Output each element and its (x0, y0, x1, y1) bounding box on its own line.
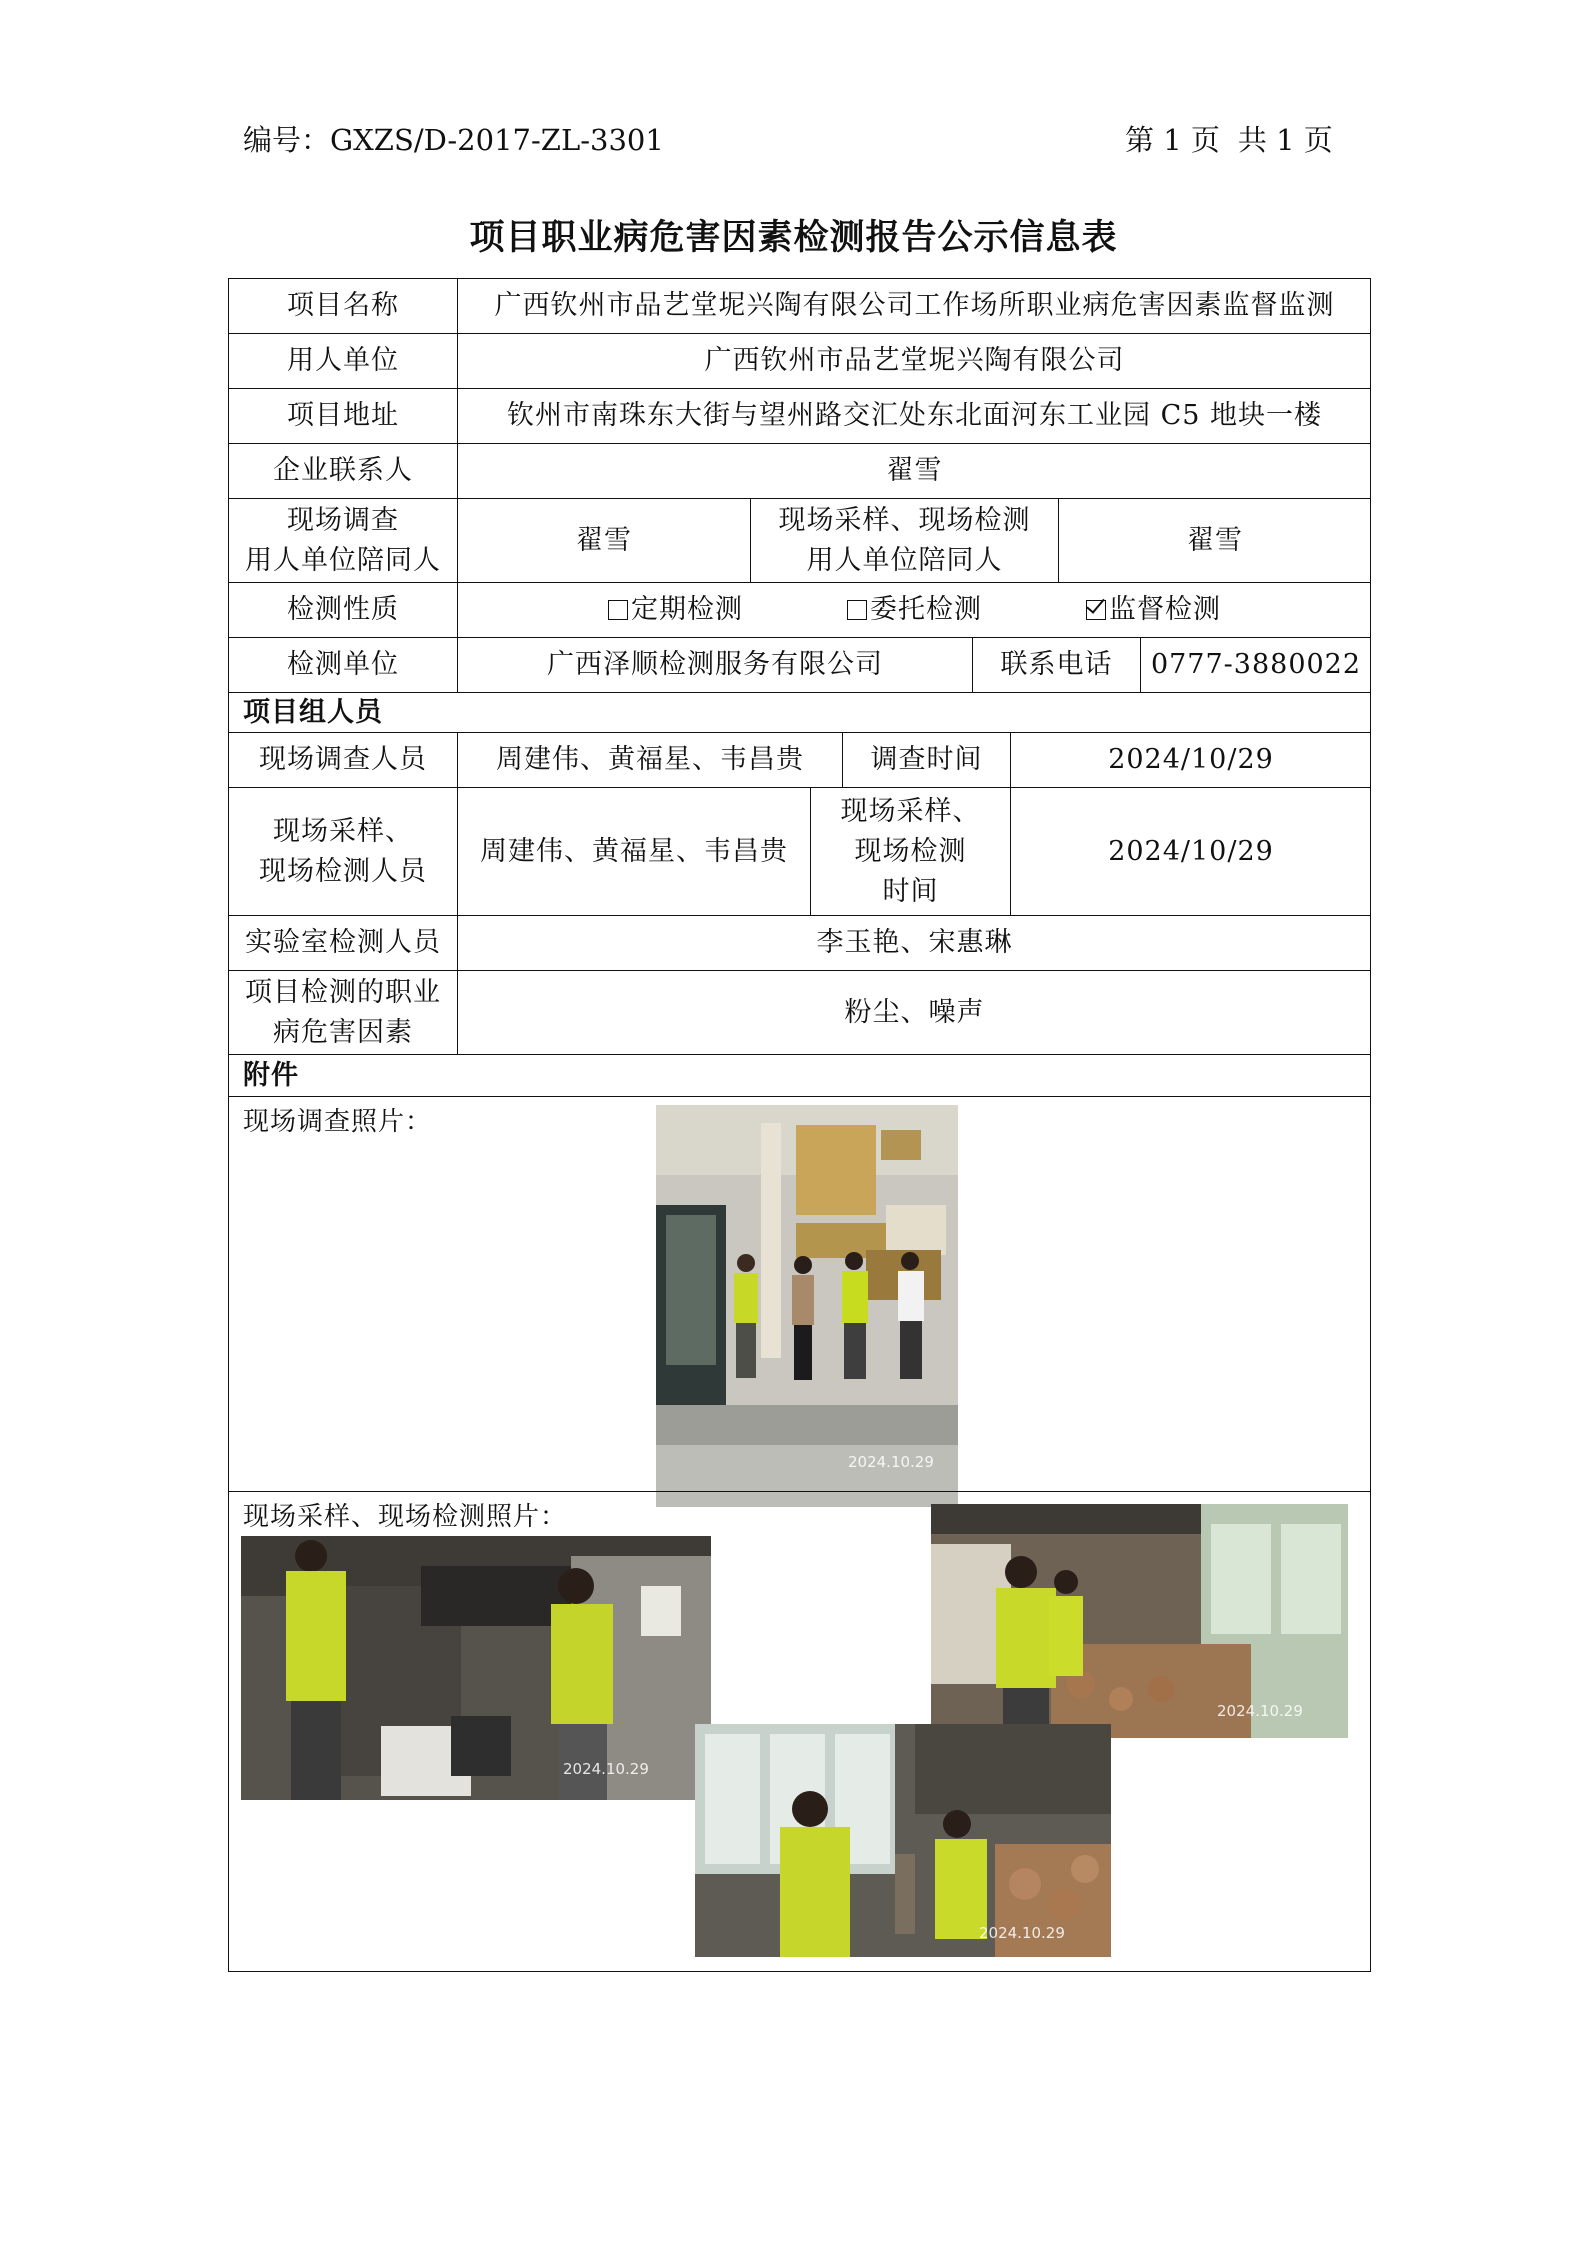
phone-label: 联系电话 (972, 637, 1140, 692)
checkbox-checked-icon[interactable] (1086, 600, 1106, 620)
survey-photo-area (228, 1096, 1371, 1491)
project-name: 广西钦州市品艺堂坭兴陶有限公司工作场所职业病危害因素监督监测 (457, 278, 1371, 333)
hazards: 粉尘、噪声 (457, 970, 1371, 1054)
contact-label: 企业联系人 (228, 443, 457, 498)
address-label: 项目地址 (228, 388, 457, 443)
survey-photo (656, 1105, 958, 1507)
page-total: 共 1 页 (1237, 123, 1333, 157)
lab-staff: 李玉艳、宋惠琳 (457, 915, 1371, 970)
option-periodic[interactable]: 定期检测 (608, 590, 743, 630)
hazards-label: 项目检测的职业 病危害因素 (228, 970, 457, 1054)
employer: 广西钦州市品艺堂坭兴陶有限公司 (457, 333, 1371, 388)
sampling-photo-2 (931, 1504, 1348, 1738)
contact: 翟雪 (457, 443, 1371, 498)
page-title: 项目职业病危害因素检测报告公示信息表 (469, 217, 1118, 258)
photo-date-stamp: 2024.10.29 (563, 1760, 649, 1778)
survey-staff: 周建伟、黄福星、韦昌贵 (457, 732, 842, 787)
checkbox-icon[interactable] (847, 600, 867, 620)
page-indicator (1125, 118, 1351, 159)
sampling-photo-1 (241, 1536, 711, 1800)
photo-date-stamp: 2024.10.29 (979, 1924, 1065, 1942)
survey-escort: 翟雪 (457, 498, 750, 582)
project-name-label: 项目名称 (228, 278, 457, 333)
sampling-escort: 翟雪 (1058, 498, 1371, 582)
nature-options (457, 582, 1371, 637)
lab-label: 检测单位 (228, 637, 457, 692)
survey-escort-label: 现场调查 用人单位陪同人 (228, 498, 457, 582)
photo-date-stamp: 2024.10.29 (1217, 1702, 1303, 1720)
page-current: 第 1 页 (1125, 123, 1220, 157)
doc-number: 编号：GXZS/D-2017-ZL-3301 (243, 123, 664, 157)
attachments-section-title: 附件 (228, 1054, 1371, 1096)
sampling-staff-label: 现场采样、 现场检测人员 (228, 787, 457, 915)
option-commissioned[interactable]: 委托检测 (847, 590, 982, 630)
lab-staff-label: 实验室检测人员 (228, 915, 457, 970)
option-supervisory[interactable]: 监督检测 (1086, 590, 1221, 630)
lab-name: 广西泽顺检测服务有限公司 (457, 637, 972, 692)
survey-staff-label: 现场调查人员 (228, 732, 457, 787)
sampling-escort-label: 现场采样、现场检测 用人单位陪同人 (750, 498, 1058, 582)
survey-time-label: 调查时间 (842, 732, 1010, 787)
survey-time: 2024/10/29 (1010, 732, 1371, 787)
photo-date-stamp: 2024.10.29 (848, 1453, 934, 1471)
sampling-photo-area (228, 1491, 1371, 1972)
sampling-staff: 周建伟、黄福星、韦昌贵 (457, 787, 810, 915)
team-section-title: 项目组人员 (228, 692, 1371, 732)
sampling-photo-caption: 现场采样、现场检测照片： (243, 1502, 568, 1532)
employer-label: 用人单位 (228, 333, 457, 388)
survey-photo-caption: 现场调查照片： (243, 1107, 433, 1137)
address: 钦州市南珠东大街与望州路交汇处东北面河东工业园 C5 地块一楼 (457, 388, 1371, 443)
sampling-time: 2024/10/29 (1010, 787, 1371, 915)
checkbox-icon[interactable] (608, 600, 628, 620)
phone: 0777-3880022 (1140, 637, 1371, 692)
info-table (228, 278, 1371, 1972)
sampling-photo-3 (695, 1724, 1111, 1957)
nature-label: 检测性质 (228, 582, 457, 637)
sampling-time-label: 现场采样、 现场检测 时间 (810, 787, 1010, 915)
